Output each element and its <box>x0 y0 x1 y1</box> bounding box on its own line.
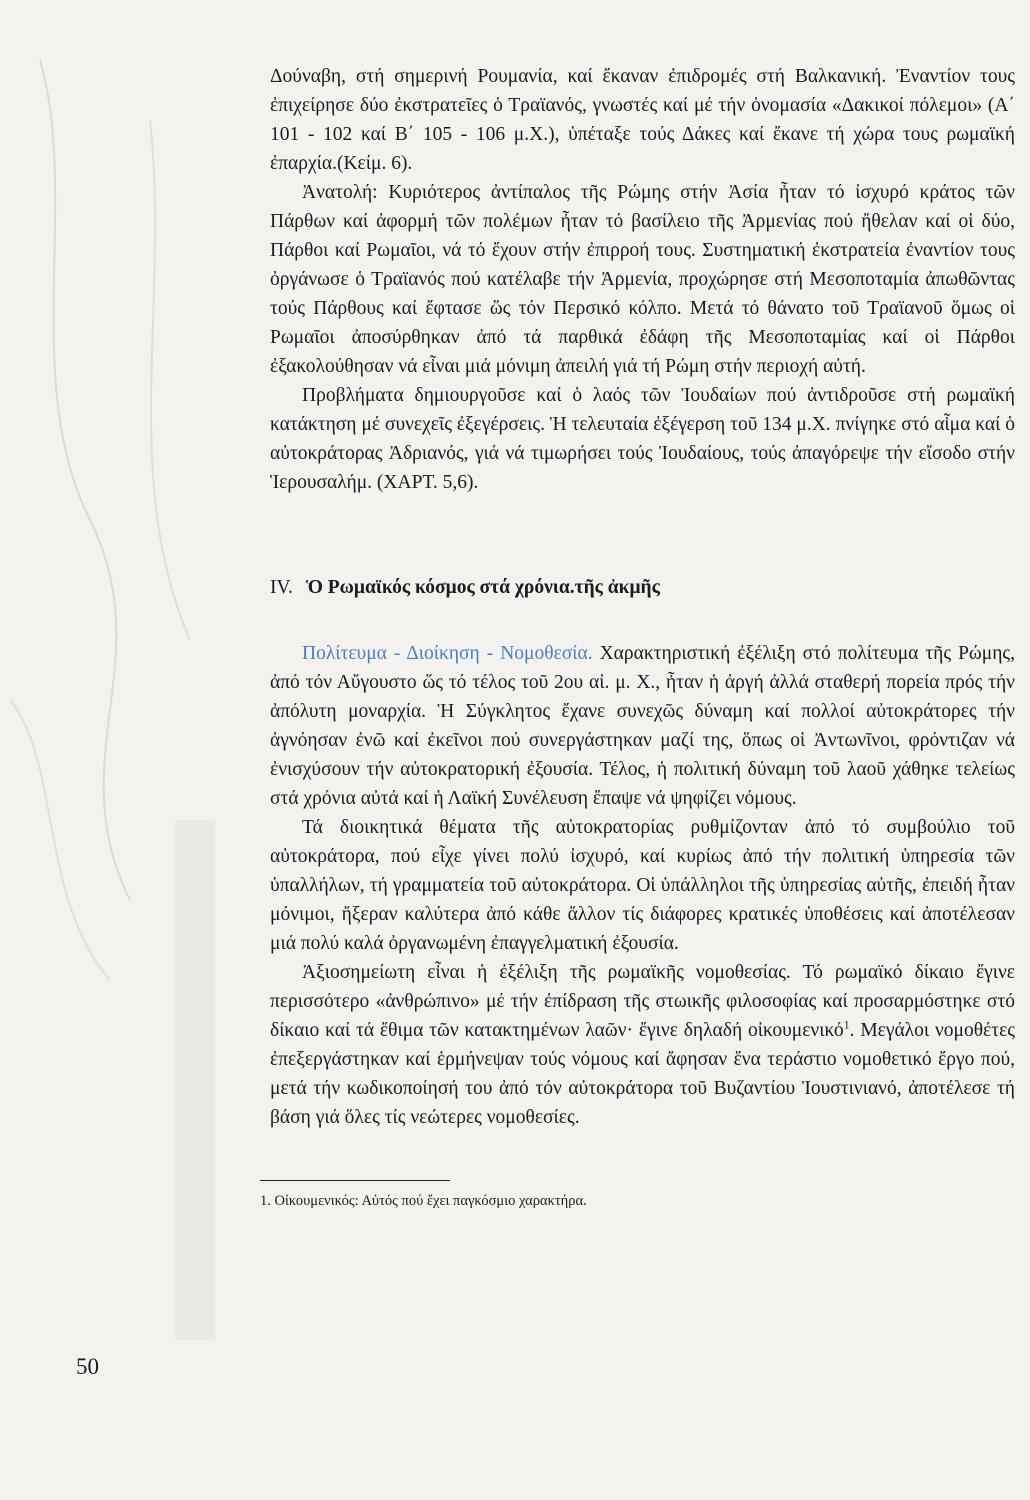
footnote-divider <box>260 1180 450 1181</box>
paragraph-dacians: Δούναβη, στή σημερινή Ρουμανία, καί ἔκαναν ἐπιδρομές στή Βαλκανική. Ἐναντίον τους ἐπιχείρησε δύο ἐκστρατεῖες ὁ Τραϊανός, γνωστές καί μέ τήν ὀνομασία «Δακικοί πόλεμοι» (Α΄ 101 - 102 καί Β΄ 105 - 106 μ.Χ.), ὑπέταξε τούς Δάκες καί ἔκανε τή χώρα τους ρωμαϊκή ἐπαρχία.(Κείμ. 6). <box>270 66 1015 174</box>
section-number: IV. <box>270 577 293 598</box>
paragraph-administration: Τά διοικητικά θέματα τῆς αὐτοκρατορίας ρυθμίζονταν ἀπό τό συμβούλιο τοῦ αὐτοκράτορα, πού εἶχε γίνει πολύ ἰσχυρό, καί κυρίως ἀπό τήν πολιτική ὑπηρεσία τῶν ὑπαλλήλων, τή γραμματεία τοῦ αὐτοκράτορα. Οἱ ὑπάλληλοι τῆς ὑπηρεσίας αὐτῆς, ἐπειδή ἦταν μόνιμοι, ἤξεραν καλύτερα ἀπό κάθε ἄλλον τίς διάφορες κρατικές ὑποθέσεις καί ἀποτέλεσαν μιά πολύ καλά ὀργανωμένη ἐπαγγελματική ἐξουσία. <box>270 817 1015 954</box>
subheading-polity: Πολίτευμα - Διοίκηση - Νομοθεσία. <box>302 643 593 664</box>
paragraph-legislation <box>270 958 1015 1132</box>
paragraph-east-parthians: Ἀνατολή: Κυριότερος ἀντίπαλος τῆς Ρώμης στήν Ἀσία ἦταν τό ἰσχυρό κράτος τῶν Πάρθων καί ἀφορμή τῶν πολέμων ἦταν τό βασίλειο τῆς Ἀρμενίας πού ἤθελαν καί οἱ δύο, Πάρθοι καί Ρωμαῖοι, νά τό ἔχουν στήν ἐπιρροή τους. Συστηματική ἐκστρατεία ἐναντίον τους ὀργάνωσε ὁ Τραϊανός πού κατέλαβε τήν Ἀρμενία, προχώρησε στή Μεσοποταμία ἀπωθῶντας τούς Πάρθους καί ἔφτασε ὥς τόν Περσικό κόλπο. Μετά τό θάνατο τοῦ Τραϊανοῦ ὅμως οἱ Ρωμαῖοι ἀποσύρθηκαν ἀπό τά παρθικά ἐδάφη τῆς Μεσοποταμίας καί οἱ Πάρθοι ἐξακολούθησαν νά εἶναι μιά μόνιμη ἀπειλή γιά τή Ρώμη στήν περιοχή αὐτή. <box>270 182 1015 377</box>
page-body <box>260 62 1016 1211</box>
paragraph-legislation-text-2: . Μεγάλοι νομοθέτες ἐπεξεργάστηκαν καί ἑρμήνεψαν τούς νόμους καί ἄφησαν ἕνα τεράστιο νομοθετικό ἔργο πού, μετά τήν κωδικοποίησή του ἀπό τόν αὐτοκράτορα τοῦ Βυζαντίου Ἰουστινιανό, ἀποτέλεσε τή βάση γιά ὅλες τίς νεώτερες νομοθεσίες. <box>270 1020 1015 1128</box>
section-heading <box>270 575 1015 601</box>
paragraph-legislation-text-1: Ἀξιοσημείωτη εἶναι ἡ ἐξέλιξη τῆς ρωμαϊκῆς νομοθεσίας. Τό ρωμαϊκό δίκαιο ἔγινε περισσότερο «ἀνθρώπινο» μέ τήν ἐπίδραση τῆς στωικῆς φιλοσοφίας καί προσαρμόστηκε στό δίκαιο καί τά ἔθιμα τῶν κατακτημένων λαῶν· ἔγινε δηλαδή οἰκουμενικό <box>270 962 1015 1041</box>
paragraph-polity <box>270 639 1015 813</box>
paragraph-polity-text: Χαρακτηριστική ἐξέλιξη στό πολίτευμα τῆς Ρώμης, ἀπό τόν Αὔγουστο ὥς τό τέλος τοῦ 2ου αἰ. μ. Χ., ἦταν ἡ ἀργή ἀλλά σταθερή πορεία πρός τήν ἀπόλυτη μοναρχία. Ἡ Σύγκλητος ἔχανε συνεχῶς δύναμη καί πολλοί αὐτοκράτορες τήν ἀγνόησαν ἐνῶ καί ἐκεῖνοι πού συνεργάστηκαν μαζί της, ὅπως οἱ Ἀντωνῖνοι, φρόντιζαν νά ἐνισχύσουν τήν αὐτοκρατορική ἐξουσία. Τέλος, ἡ πολιτική δύναμη τοῦ λαοῦ χάθηκε τελείως στά χρόνια αὐτά καί ἡ Λαϊκή Συνέλευση ἔπαψε νά ψηφίζει νόμους. <box>270 643 1016 809</box>
paragraph-jews: Προβλήματα δημιουργοῦσε καί ὁ λαός τῶν Ἰουδαίων πού ἀντιδροῦσε στή ρωμαϊκή κατάκτηση μέ συνεχεῖς ἐξεγέρσεις. Ἡ τελευταία ἐξέγερση τοῦ 134 μ.Χ. πνίγηκε στό αἷμα καί ὁ αὐτοκράτορας Ἀδριανός, γιά νά τιμωρήσει τούς Ἰουδαίους, τούς ἀπαγόρεψε τήν εἴσοδο στήν Ἱερουσαλήμ. (ΧΑΡΤ. 5,6). <box>270 385 1015 493</box>
footnote: 1. Οἰκουμενικός: Αὐτός πού ἔχει παγκόσμιο χαρακτήρα. <box>260 1193 587 1209</box>
footnote-marker: 1 <box>843 1017 850 1032</box>
section-title: Ὁ Ρωμαϊκός κόσμος στά χρόνια.τῆς ἀκμῆς <box>305 577 660 598</box>
bleed-through-map-shadow <box>0 0 230 1400</box>
page-number: 50 <box>76 1354 99 1379</box>
